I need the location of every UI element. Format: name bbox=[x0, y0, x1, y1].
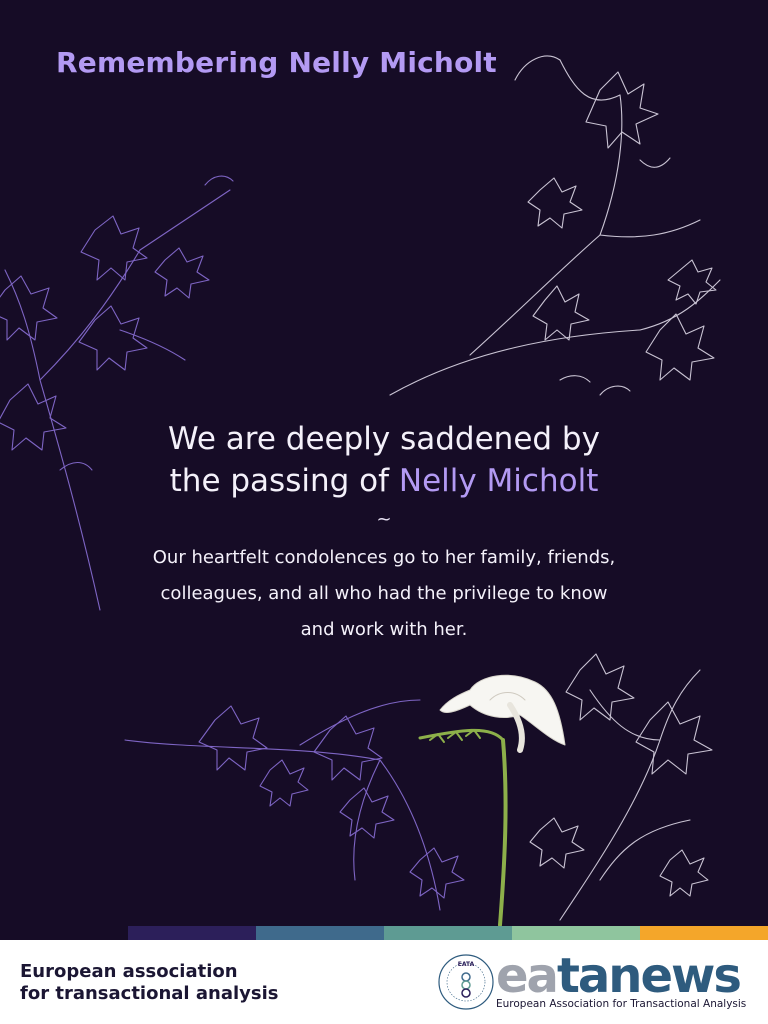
brand-wordmark bbox=[496, 950, 740, 1002]
headline-name: Nelly Micholt bbox=[398, 463, 599, 499]
organization-name bbox=[20, 961, 278, 1005]
eata-seal-icon bbox=[436, 952, 496, 1012]
stripe-segment bbox=[640, 926, 768, 940]
page-title: Remembering Nelly Micholt bbox=[56, 46, 497, 79]
color-stripe bbox=[0, 926, 768, 940]
stripe-segment bbox=[0, 926, 128, 940]
white-freesia-illustration bbox=[420, 675, 565, 925]
separator: ~ bbox=[376, 509, 392, 530]
badge-label: EATA bbox=[457, 961, 475, 968]
headline-line-2: the passing of bbox=[169, 463, 399, 499]
footer bbox=[0, 940, 768, 1024]
headline bbox=[0, 418, 768, 502]
bottom-left-flower-branch bbox=[125, 700, 464, 910]
stripe-segment bbox=[256, 926, 384, 940]
brand-part-news: news bbox=[608, 948, 740, 1004]
stripe-segment bbox=[512, 926, 640, 940]
headline-line-1: We are deeply saddened by bbox=[168, 421, 600, 457]
eatanews-logo bbox=[496, 948, 747, 1010]
condolence-message: Our heartfelt condolences go to her family, friends, colleagues, and all who had the privilege to know and work with her. bbox=[152, 547, 616, 640]
top-right-flower-branch bbox=[390, 56, 720, 395]
org-line-1: European association bbox=[20, 961, 238, 982]
stripe-segment bbox=[128, 926, 256, 940]
brand-part-ta: ta bbox=[556, 948, 609, 1004]
bottom-right-flower-branch bbox=[530, 654, 712, 920]
brand-part-ea: ea bbox=[496, 948, 557, 1004]
stripe-segment bbox=[384, 926, 512, 940]
org-line-2: for transactional analysis bbox=[20, 983, 279, 1004]
brand-subtitle: European Association for Transactional Analysis bbox=[496, 998, 747, 1010]
